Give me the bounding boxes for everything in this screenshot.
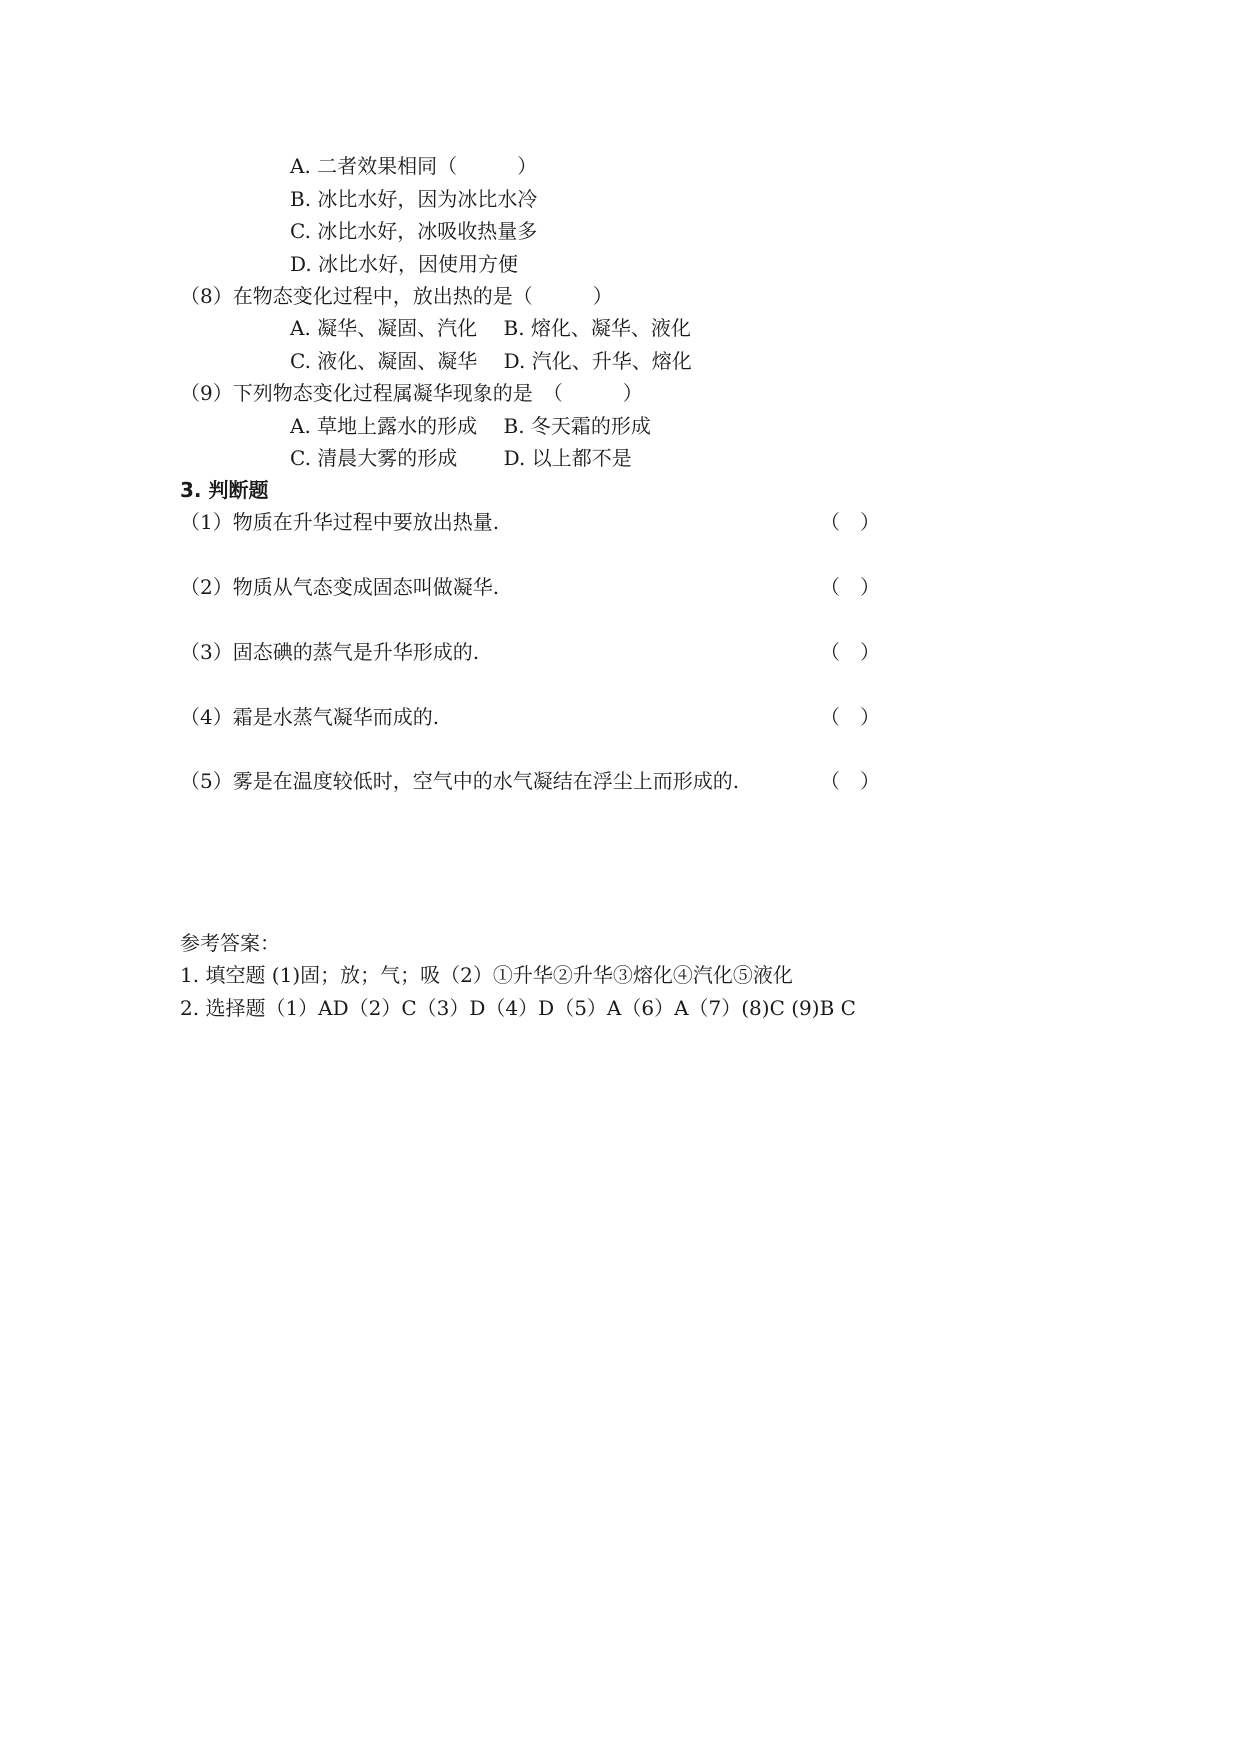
q8-options-row2: C. 液化、凝固、凝华 D. 汽化、升华、熔化 [290,349,692,373]
judgement-item-1-blank: （ ） [820,510,880,534]
q7-option-a: A. 二者效果相同（ ） [290,154,538,178]
judgement-item-3-blank: （ ） [820,640,880,664]
judgement-item-3: （3）固态碘的蒸气是升华形成的. [180,640,480,664]
answers-title: 参考答案： [180,931,280,955]
answers-line-2: 2. 选择题（1）AD（2）C（3）D（4）D（5）A（6）A（7）(8)C (9)B C [180,996,856,1020]
judgement-item-5: （5）雾是在温度较低时，空气中的水气凝结在浮尘上而形成的. [180,769,740,793]
q7-option-c: C. 冰比水好，冰吸收热量多 [290,219,538,243]
q9-stem: （9）下列物态变化过程属凝华现象的是 （ ） [180,381,643,405]
judgement-item-5-blank: （ ） [820,769,880,793]
q7-option-b: B. 冰比水好，因为冰比水冷 [290,187,538,211]
q8-options-row1: A. 凝华、凝固、汽化 B. 熔化、凝华、液化 [290,316,691,340]
judgement-item-2-blank: （ ） [820,575,880,599]
answers-line-1: 1. 填空题 (1)固；放；气；吸（2）①升华②升华③熔化④汽化⑤液化 [180,963,793,987]
judgement-item-4-blank: （ ） [820,705,880,729]
q9-options-row1: A. 草地上露水的形成 B. 冬天霜的形成 [290,414,651,438]
section-3-heading: 3. 判断题 [180,478,269,502]
q8-stem: （8）在物态变化过程中，放出热的是（ ） [180,284,613,308]
judgement-item-2: （2）物质从气态变成固态叫做凝华. [180,575,500,599]
q7-option-d: D. 冰比水好，因使用方便 [290,252,519,276]
judgement-item-4: （4）霜是水蒸气凝华而成的. [180,705,440,729]
q9-options-row2: C. 清晨大雾的形成 D. 以上都不是 [290,446,632,470]
judgement-item-1: （1）物质在升华过程中要放出热量. [180,510,500,534]
